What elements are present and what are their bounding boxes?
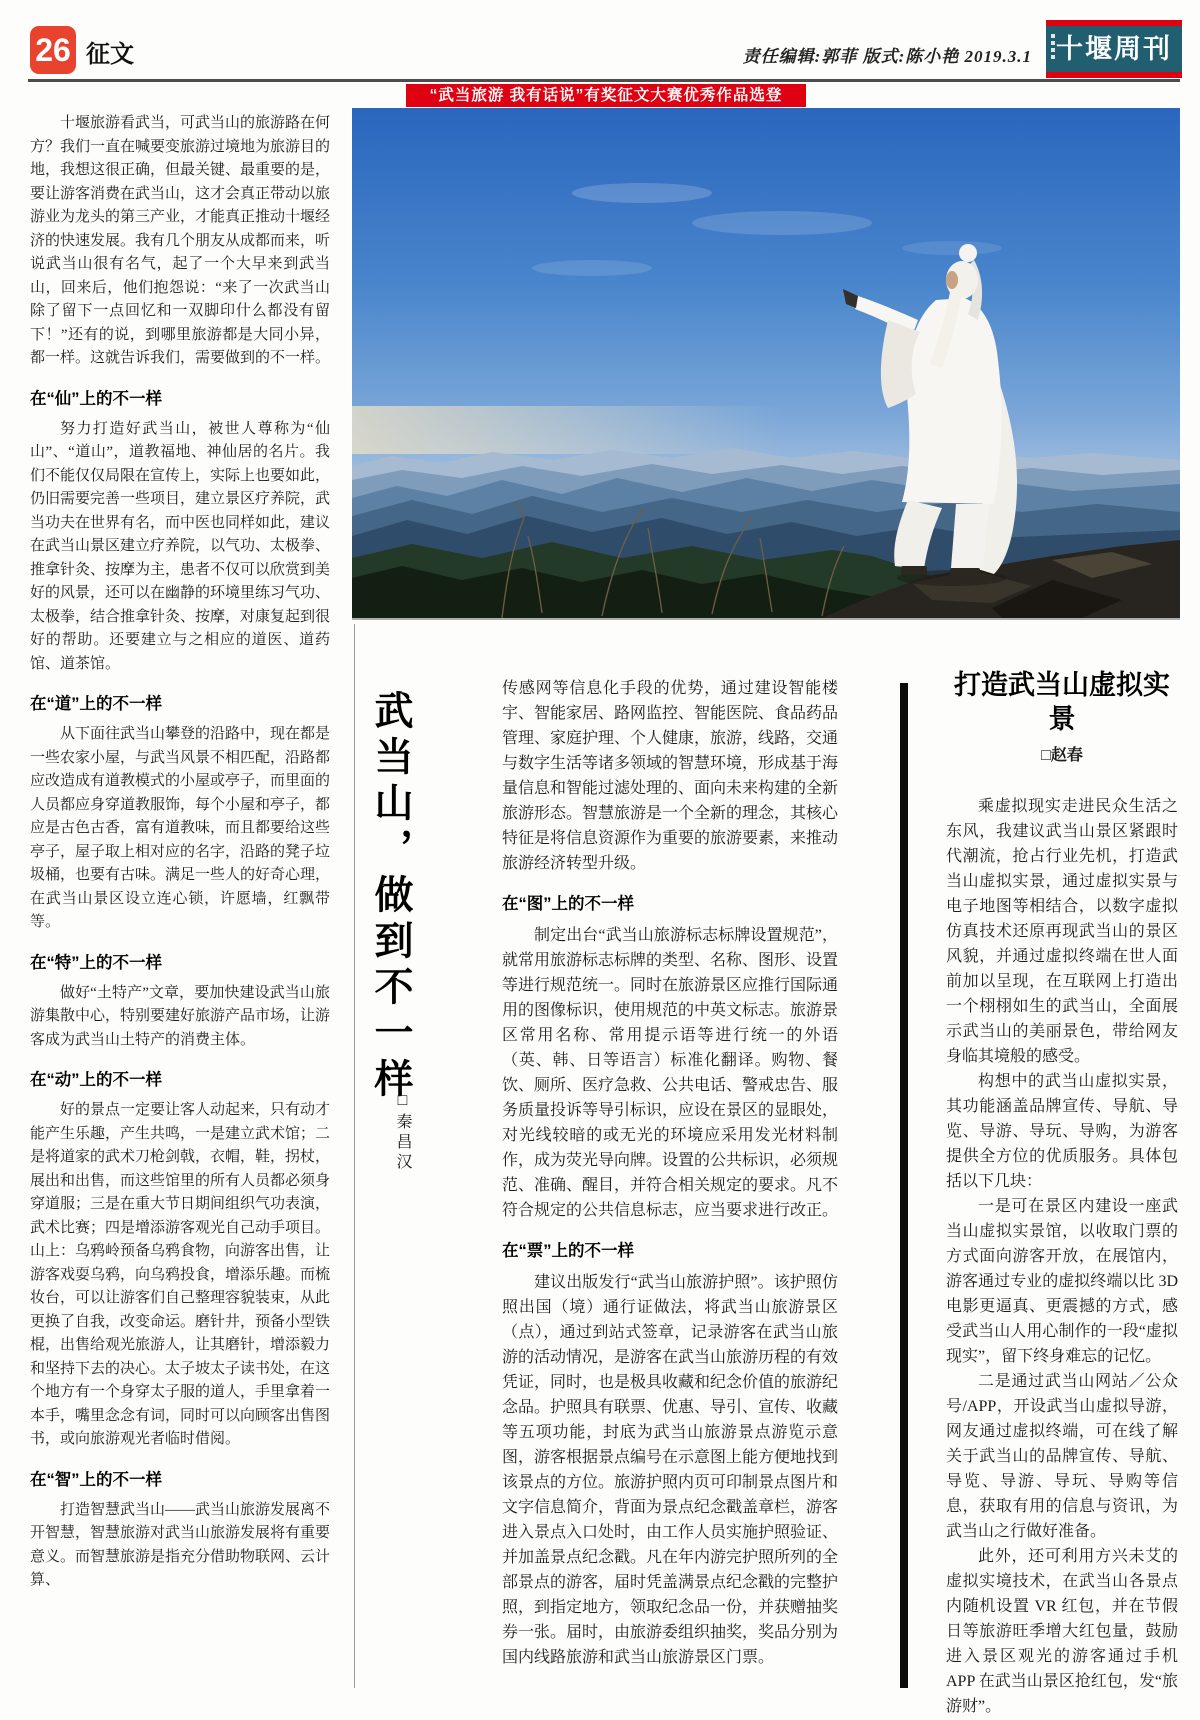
middle-column: [502, 676, 838, 1670]
paragraph: 制定出台“武当山旅游标志标牌设置规范”，就常用旅游标志标牌的类型、名称、图形、设置等进行规范统一。同时在旅游景区应推行国际通用的图像标识，使用规范的中英文标志。旅游景区常用名称、常用提示语等进行统一的外语（英、韩、日等语言）标准化翻译。购物、餐饮、厕所、医疗急救、公共电话、警戒忠告、服务质量投诉等导引标识，应设在景区的显眼处，对光线较暗的或无光的环境应采用发光材料制作，成为荧光导向牌。设置的公共标识，必须规范、准确、醒目，并符合相关规定的要求。凡不符合规定的公共信息标志，应当要求进行改正。: [502, 927, 839, 1219]
section-heading: 在“仙”上的不一样: [30, 389, 162, 408]
masthead-logo: [1046, 20, 1182, 78]
section-heading: 在“道”上的不一样: [30, 695, 162, 713]
paragraph: 一是可在景区内建设一座武当山虚拟实景馆，以收取门票的方式面向游客开放，在展馆内，游客通过专业的虚拟终端以比 3D 电影更逼真、更震撼的方式，感受武当山人用心制作的一段“虚拟现实”，留下终身难忘的记忆。: [946, 1198, 1178, 1365]
page-number-badge: 26: [30, 26, 76, 74]
main-article-author: □秦昌汉: [394, 1092, 411, 1173]
side-article-body: [946, 794, 1178, 1719]
contest-banner: “武当旅游 我有话说”有奖征文大赛优秀作品选登: [406, 84, 806, 107]
masthead-title: 十堰周刊: [1056, 34, 1172, 64]
paragraph: 此外，还可利用方兴未艾的虚拟实境技术，在武当山各景点内随机设置 VR 红包，并在节假日等旅游旺季增大红包量，鼓励进入景区观光的游客通过手机 APP 在武当山景区抢红包，发“旅游财”。: [946, 1548, 1178, 1715]
section-heading: 在“动”上的不一样: [30, 1071, 162, 1089]
photo-wudang-taichi: [352, 108, 1180, 620]
side-article-column: [946, 668, 1178, 1719]
header-rule: [28, 79, 1180, 82]
paragraph: 打造智慧武当山——武当山旅游发展离不开智慧，智慧旅游对武当山旅游发展将有重要意义。而智慧旅游是指充分借助物联网、云计算、: [30, 1501, 331, 1588]
paragraph: 十堰旅游看武当，可武当山的旅游路在何方？我们一直在喊要变旅游过境地为旅游目的地，我想这很正确，但最关键、最重要的是，要让游客消费在武当山，这才会真正带动以旅游业为龙头的第三产业，才能真正推动十堰经济的快速发展。我有几个朋友从成都而来，听说武当山很有名气，起了一个大早来到武当山，回来后，他们抱怨说：“来了一次武当山除了留下一点回忆和一双脚印什么都没有留下！”还有的说，到哪里旅游都是大同小异，都一样。这就告诉我们，需要做到的不一样。: [30, 115, 331, 366]
section-heading: 在“图”上的不一样: [502, 895, 634, 913]
paragraph: 构想中的武当山虚拟实景，其功能涵盖品牌宣传、导航、导览、导游、导玩、导购，为游客提供全方位的优质服务。具体包括以下几块：: [946, 1073, 1178, 1190]
section-heading: 在“特”上的不一样: [30, 953, 162, 972]
main-article-title: 武当山，做到不一样: [369, 690, 412, 1104]
paragraph: 好的景点一定要让客人动起来，只有动才能产生乐趣，产生共鸣，一是建立武术馆；二是将道家的武术刀枪剑戟，衣帽，鞋，拐杖，展出和出售，而这些馆里的所有人员都必须身穿道服；三是在重大节日期间组织气功表演，武术比赛；四是增添游客观光自己动手项目。山上：乌鸦岭预备乌鸦食物，向游客出售，让游客戏耍乌鸦，向乌鸦投食，增添乐趣。而梳妆台，可以让游客们自己整理容貌装束，从此更换了自我，改变命运。磨针井，预备小型铁棍，出售给观光旅游人，让其磨针，增添毅力和坚持下去的决心。太子坡太子读书处，在这个地方有一个身穿太子服的道人，手里拿着一本手，嘴里念念有词，同时可以向顾客出售图书，或向旅游观光者临时借阅。: [30, 1102, 331, 1447]
paragraph: 乘虚拟现实走进民众生活之东风，我建议武当山景区紧跟时代潮流，抢占行业先机，打造武当山虚拟实景，通过虚拟实景与电子地图等相结合，以数字虚拟仿真技术还原再现武当山的景区风貌，并通过虚拟终端在世人面前加以呈现，在互联网上打造出一个栩栩如生的武当山，全面展示武当山的美丽景色，带给网友身临其境般的感受。: [946, 798, 1178, 1065]
section-label: 征文: [86, 41, 134, 68]
paragraph: 做好“土特产”文章，要加快建设武当山旅游集散中心，特别要建好旅游产品市场，让游客成为武当山土特产的消费主体。: [30, 984, 331, 1048]
paragraph: 努力打造好武当山，被世人尊称为“仙山”、“道山”，道教福地、神仙居的名片。我们不能仅仅局限在宣传上，实际上也要如此，仍旧需要完善一些项目，建立景区疗养院，武当功夫在世界有名，而中医也同样如此，建议在武当山景区建立疗养院，以气功、太极拳、推拿针灸、按摩为主，患者不仅可以欣赏到美好的风景，还可以在幽静的环境里练习气功、太极拳，结合推拿针灸、按摩，对康复起到很好的帮助。还要建立与之相应的道医、道药馆、道茶馆。: [30, 420, 331, 672]
paragraph: 从下面往武当山攀登的沿路中，现在都是一些农家小屋，与武当风景不相匹配，沿路都应改造成有道教模式的小屋或亭子，而里面的人员都应身穿道教服饰，每个小屋和亭子，都应是古色古香，富有道教味，而且都要给这些亭子，屋子取上相对应的名字，沿路的凳子垃圾桶，也要有古味。满足一些人的好奇心理，在武当山景区设立连心锁，许愿墙，红飘带等。: [30, 726, 331, 930]
masthead-side-marks: [1051, 34, 1055, 59]
left-column: [30, 112, 330, 1593]
paragraph: 传感网等信息化手段的优势，通过建设智能楼宇、智能家居、路网监控、智能医院、食品药品管理、家庭护理、个人健康，旅游，线路，交通与数字生活等诸多领域的智慧环境，形成基于海量信息和智能过滤处理的、面向未来构建的全新旅游形态。智慧旅游是一个全新的理念，其核心特征是将信息资源作为重要的旅游要素，来推动旅游经济转型升级。: [502, 680, 839, 872]
section-heading: 在“票”上的不一样: [502, 1242, 634, 1260]
column-divider: [354, 624, 355, 1688]
article-divider-bar: [900, 683, 908, 1688]
paragraph: 建议出版发行“武当山旅游护照”。该护照仿照出国（境）通行证做法，将武当山旅游景区（点），通过到站式签章，记录游客在武当山旅游的活动情况，是游客在武当山旅游历程的有效凭证，同时，也是极具收藏和纪念价值的旅游纪念品。护照具有联票、优惠、导引、宣传、收藏等五项功能，封底为武当山旅游景点游览示意图，游客根据景点编号在示意图上能方便地找到该景点的方位。旅游护照内页可印制景点图片和文字信息简介，背面为景点纪念戳盖章栏，游客进入景点入口处时，由工作人员实施护照验证、并加盖景点纪念戳。凡在年内游完护照所列的全部景点的游客，届时凭盖满景点纪念戳的完整护照，到指定地方，领取纪念品一份，并获赠抽奖券一张。届时，由旅游委组织抽奖，奖品分别为国内线路旅游和武当山旅游景区门票。: [502, 1274, 839, 1666]
paragraph: 二是通过武当山网站／公众号/APP，开设武当山虚拟导游，网友通过虚拟终端，可在线了解关于武当山的品牌宣传、导航、导览、导游、导玩、导购等信息，获取有用的信息与资讯，为武当山之行做好准备。: [946, 1373, 1178, 1540]
section-heading: 在“智”上的不一样: [30, 1470, 162, 1489]
photo-illustration: [352, 108, 1180, 618]
editor-info: 责任编辑:郭菲 版式:陈小艳 2019.3.1: [742, 47, 1032, 66]
side-article-title: 打造武当山虚拟实景: [954, 670, 1170, 734]
side-article-author: □赵春: [1041, 747, 1083, 764]
